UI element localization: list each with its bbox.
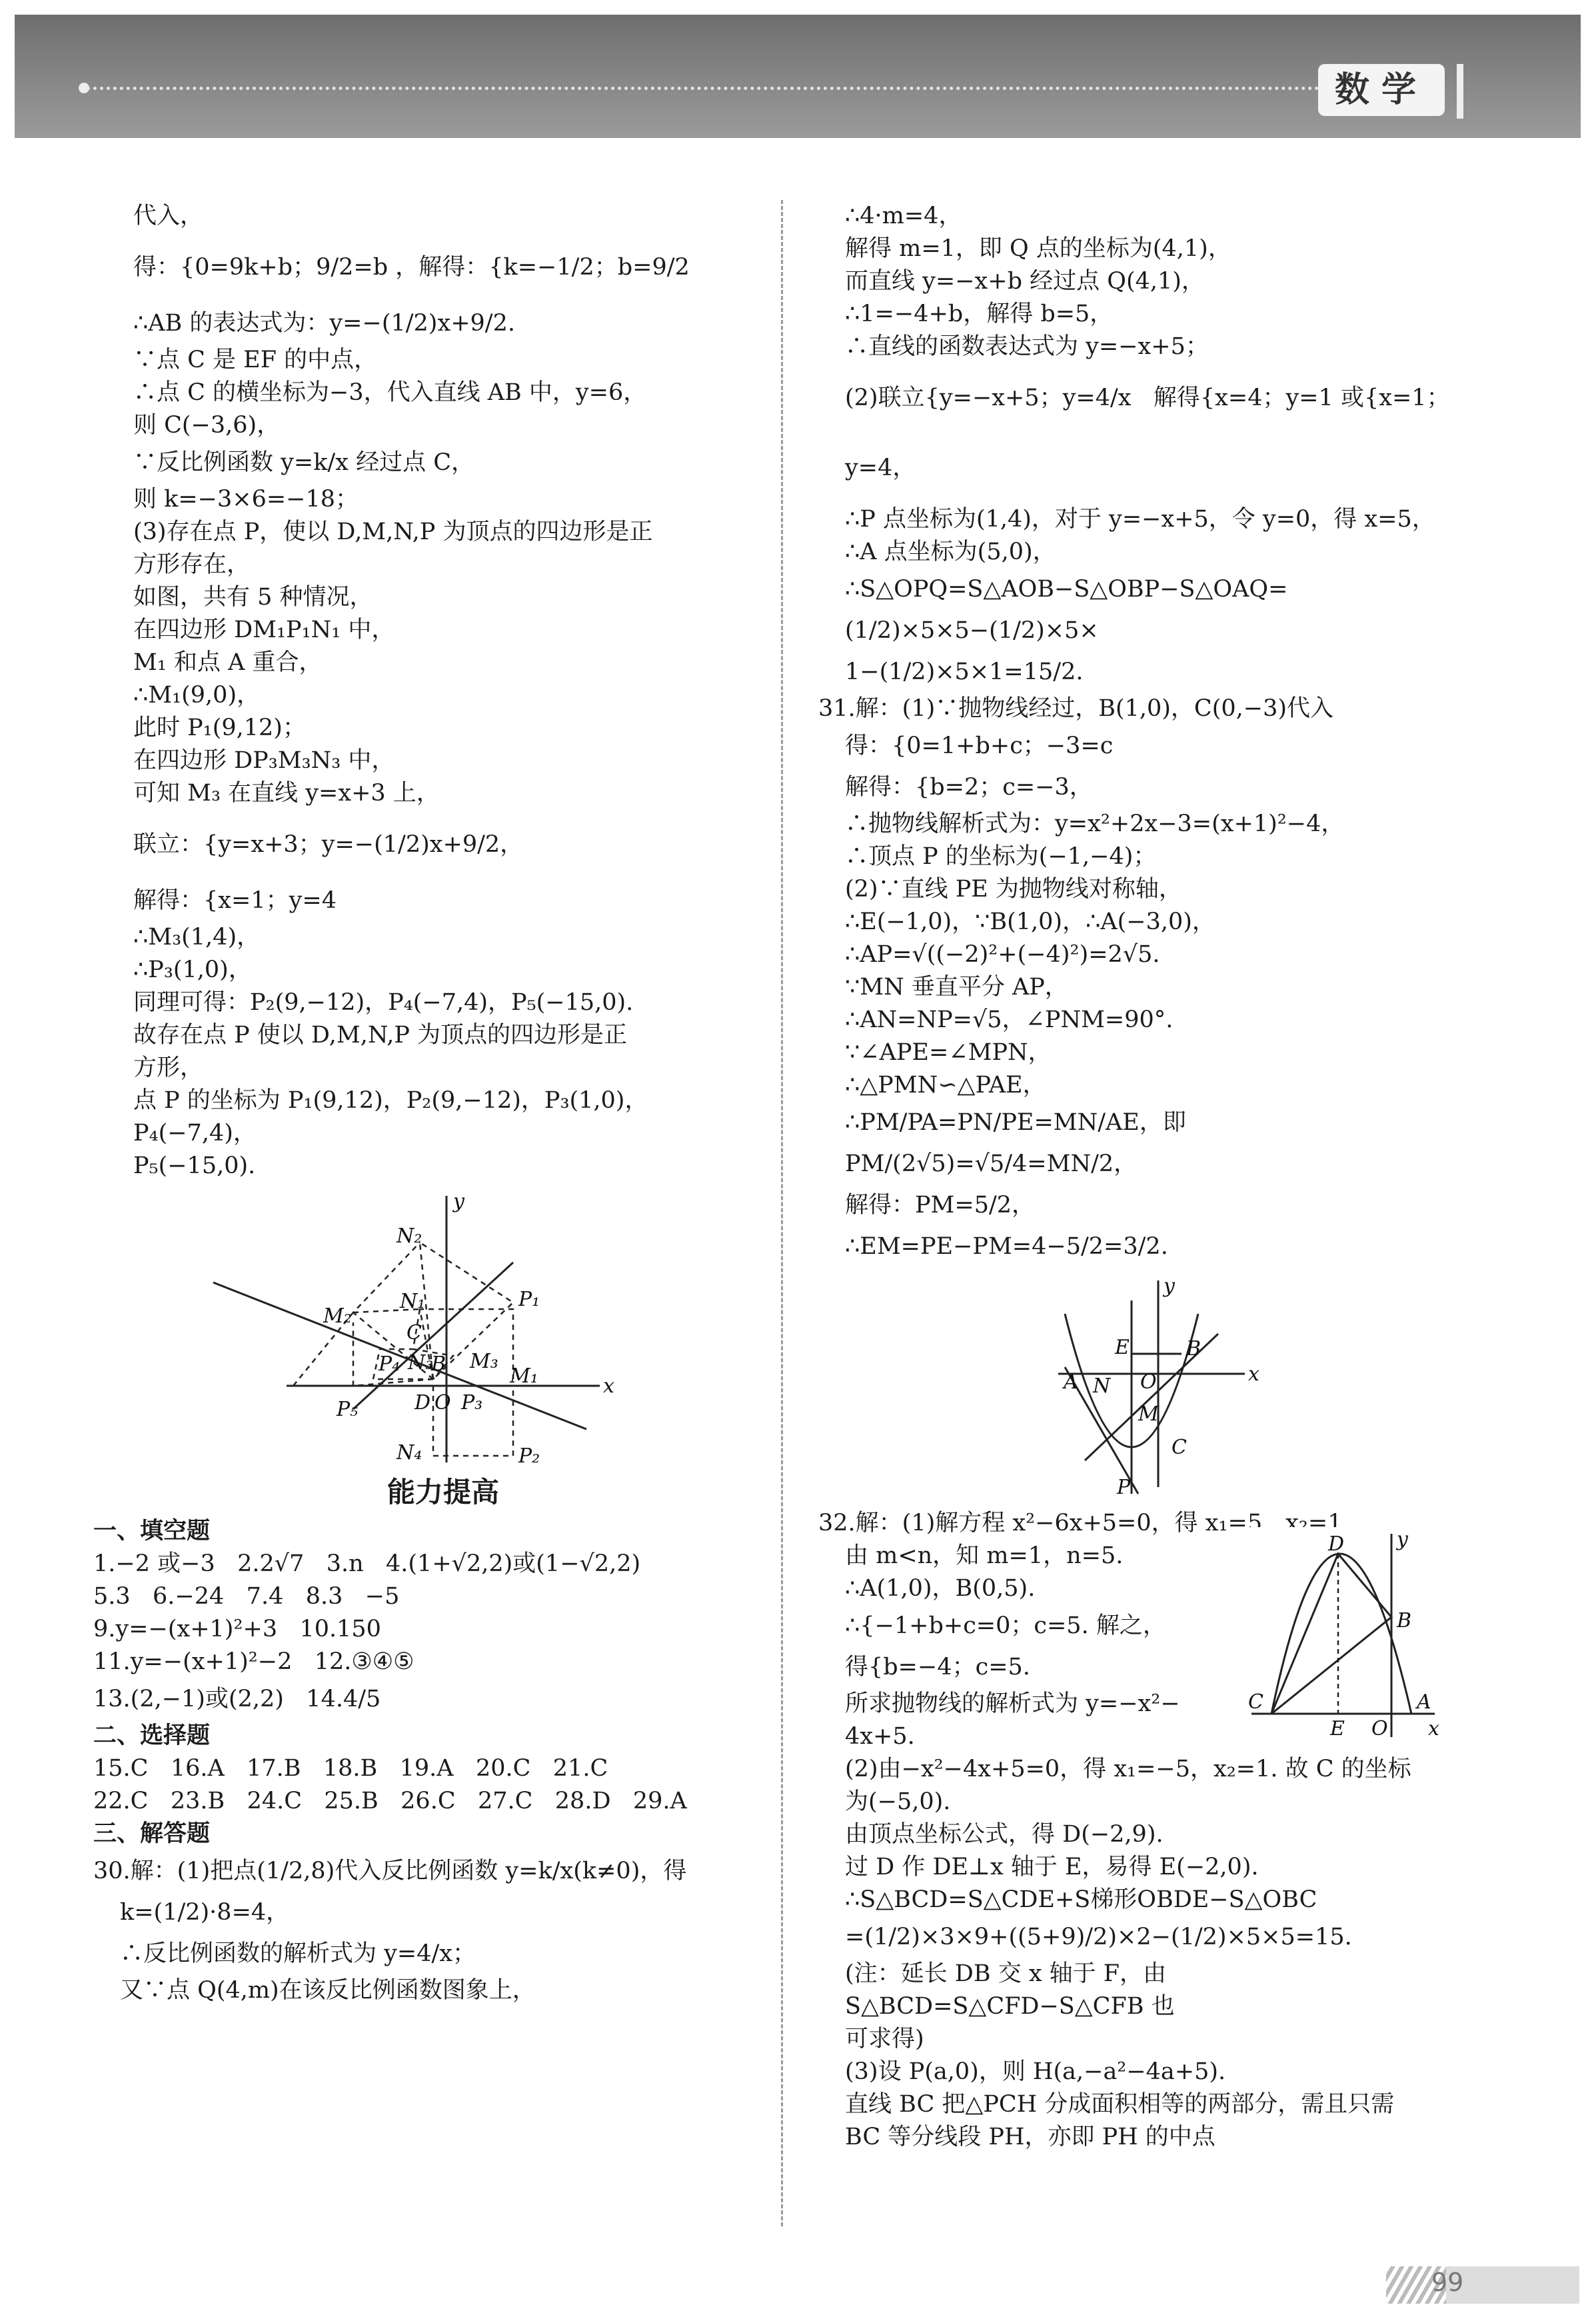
text-line: 如图，共有 5 种情况，: [133, 584, 373, 611]
fig3-label: y: [1397, 1528, 1408, 1551]
text-line: 而直线 y=−x+b 经过点 Q(4,1)，: [845, 268, 1205, 295]
fig1-label: C: [406, 1321, 422, 1344]
text-line: 在四边形 DP₃M₃N₃ 中，: [133, 747, 395, 774]
text-line: 由顶点坐标公式，得 D(−2,9).: [845, 1821, 1164, 1848]
fig2-label: x: [1248, 1362, 1259, 1386]
fig1-label: P₃: [461, 1391, 483, 1414]
fig1-label: x: [603, 1374, 614, 1398]
answer-line: 22.C 23.B 24.C 25.B 26.C 27.C 28.D 29.A: [93, 1788, 687, 1814]
text-line: 4x+5.: [845, 1723, 915, 1750]
fig1-label: M₂: [323, 1304, 352, 1328]
text-line: ∵∠APE=∠MPN，: [845, 1039, 1052, 1066]
text-line: 直线 BC 把△PCH 分成面积相等的两部分，需且只需: [845, 2091, 1395, 2118]
text-line: 为(−5,0).: [845, 1788, 951, 1815]
text-line: ∴△PMN∽△PAE，: [845, 1072, 1046, 1099]
fig1-label: N₁: [400, 1290, 426, 1313]
answer-line: 1.−2 或−3 2.2√7 3.n 4.(1+√2,2)或(1−√2,2): [93, 1550, 641, 1577]
fig1-label: N₃: [408, 1351, 434, 1374]
fig2-label: E: [1115, 1336, 1130, 1359]
column-divider: [781, 200, 783, 2226]
fig1-label: N₂: [397, 1224, 422, 1248]
right-column: [818, 200, 1471, 2154]
text-line: ∴M₃(1,4)，: [133, 924, 261, 951]
answer-line: ∴反比例函数的解析式为 y=4/x；: [120, 1940, 476, 1967]
text-line: ∴EM=PE−PM=4−5/2=3/2.: [845, 1233, 1168, 1260]
answer-line: 9.y=−(x+1)²+3 10.150: [93, 1616, 381, 1642]
text-line: 32.解：(1)解方程 x²−6x+5=0，得 x₁=5，x₂=1.: [818, 1510, 1350, 1536]
text-line: 解得 m=1，即 Q 点的坐标为(4,1)，: [845, 235, 1231, 262]
answer-line: 15.C 16.A 17.B 18.B 19.A 20.C 21.C: [93, 1755, 608, 1782]
text-line: 得{b=−4；c=5.: [845, 1654, 1030, 1680]
fig3-label: E: [1330, 1717, 1345, 1740]
text-line: ∴顶点 P 的坐标为(−1,−4)；: [845, 843, 1157, 870]
fig1-label: P₂: [518, 1444, 540, 1468]
text-line: ∴{−1+b+c=0；c=5. 解之，: [845, 1612, 1166, 1639]
text-line: 代入，: [133, 203, 204, 229]
text-line: 过 D 作 DE⊥x 轴于 E，易得 E(−2,0).: [845, 1854, 1259, 1880]
fig3-label: x: [1428, 1717, 1439, 1740]
page-footer-bar: [1386, 2266, 1579, 2304]
text-line: (3)设 P(a,0)，则 H(a,−a²−4a+5).: [845, 2058, 1226, 2085]
parabola-figure: [818, 1274, 1471, 1500]
text-line: 解得：{b=2；c=−3，: [845, 774, 1093, 801]
subject-bar: [1457, 64, 1463, 119]
text-line: 1−(1/2)×5×1=15/2.: [845, 659, 1084, 685]
text-line: 可知 M₃ 在直线 y=x+3 上，: [133, 780, 440, 807]
fig2-label: y: [1164, 1274, 1175, 1298]
text-line: ∴AP=√((−2)²+(−4)²)=2√5.: [845, 941, 1160, 968]
text-line: (注：延长 DB 交 x 轴于 F，由 S△BCD=S△CFD−S△CFB 也: [845, 1960, 1175, 2020]
text-line: ∴S△OPQ=S△AOB−S△OBP−S△OAQ=(1/2)×5×5−(1/2)×5×: [845, 576, 1288, 644]
parabola-triangle-figure: [1245, 1527, 1445, 1740]
fig2-label: C: [1172, 1436, 1187, 1459]
text-line: 得：{0=1+b+c；−3=c: [845, 733, 1114, 759]
fig1-label: P₁: [518, 1288, 540, 1311]
text-line: 可求得): [845, 2026, 924, 2052]
answer-line: 又∵点 Q(4,m)在该反比例函数图象上，: [120, 1977, 536, 2004]
text-line: ∴1=−4+b，解得 b=5，: [845, 301, 1114, 327]
fig3-label: C: [1248, 1690, 1263, 1714]
fig1-label: B: [431, 1352, 446, 1376]
fig1-label: M₃: [470, 1350, 498, 1373]
text-line: BC 等分线段 PH，亦即 PH 的中点: [845, 2124, 1215, 2150]
text-line: ∴4·m=4，: [845, 203, 962, 229]
text-line: P₅(−15,0).: [133, 1153, 256, 1179]
text-line: 点 P 的坐标为 P₁(9,12)，P₂(9,−12)，P₃(1,0)，P₄(−7,4)，: [133, 1087, 648, 1147]
fig1-label: y: [453, 1190, 464, 1213]
fig1-label: D: [414, 1391, 431, 1414]
text-line: (2)∵直线 PE 为抛物线对称轴，: [845, 876, 1182, 903]
text-line: ∴P₃(1,0)，: [133, 957, 252, 983]
text-line: 在四边形 DM₁P₁N₁ 中，: [133, 617, 395, 643]
text-line: ∴P 点坐标为(1,4)，对于 y=−x+5，令 y=0，得 x=5，: [845, 506, 1435, 533]
fig1-label: O: [434, 1391, 451, 1414]
page-number: 99: [1431, 2268, 1464, 2297]
answer-line: 5.3 6.−24 7.4 8.3 −5: [93, 1583, 400, 1610]
subsection-heading: 二、选择题: [93, 1722, 211, 1749]
text-line: ∴AN=NP=√5，∠PNM=90°.: [845, 1007, 1174, 1033]
fig1-label: M₁: [510, 1364, 538, 1388]
text-line: ∴E(−1,0)，∵B(1,0)，∴A(−3,0)，: [845, 909, 1215, 935]
text-line: =(1/2)×3×9+((5+9)/2)×2−(1/2)×5×5=15.: [845, 1924, 1352, 1950]
text-line: 联立：{y=x+3；y=−(1/2)x+9/2，: [133, 831, 524, 858]
text-line: 解得：PM=5/2，: [845, 1192, 1036, 1218]
text-line: (2)由−x²−4x+5=0，得 x₁=−5，x₂=1. 故 C 的坐标: [845, 1756, 1411, 1782]
text-line: ∵MN 垂直平分 AP，: [845, 974, 1068, 1001]
answer-line: 13.(2,−1)或(2,2) 14.4/5: [93, 1686, 381, 1712]
text-line: 方形存在，: [133, 551, 251, 578]
fig3-label: B: [1397, 1609, 1412, 1632]
text-line: ∴抛物线解析式为：y=x²+2x−3=(x+1)²−4，: [845, 811, 1345, 837]
text-line: 解得：{x=1；y=4: [133, 887, 337, 914]
fig1-label: P₄: [379, 1352, 400, 1376]
text-line: ∴M₁(9,0)，: [133, 682, 261, 709]
text-line: 所求抛物线的解析式为 y=−x²−: [845, 1690, 1180, 1717]
text-line: ∴直线的函数表达式为 y=−x+5；: [845, 333, 1209, 360]
fig2-label: A: [1064, 1370, 1078, 1394]
fig2-label: B: [1186, 1337, 1201, 1360]
text-line: 由 m<n，知 m=1，n=5.: [845, 1542, 1124, 1569]
fig2-label: O: [1140, 1370, 1157, 1394]
text-line: ∴AB 的表达式为：y=−(1/2)x+9/2.: [133, 310, 515, 337]
text-line: ∴A(1,0)，B(0,5).: [845, 1575, 1036, 1602]
fig1-label: N₄: [397, 1441, 422, 1464]
text-line: ∴PM/PA=PN/PE=MN/AE，即 PM/(2√5)=√5/4=MN/2，: [845, 1109, 1194, 1177]
text-line: ∴A 点坐标为(5,0)，: [845, 539, 1056, 565]
text-line: (3)存在点 P，使以 D,M,N,P 为顶点的四边形是正: [133, 519, 653, 545]
section-title: 能力提高: [387, 1476, 499, 1508]
text-line: (2)联立{y=−x+5；y=4/x 解得{x=4；y=1 或{x=1；y=4，: [845, 385, 1450, 481]
text-line: 得：{0=9k+b；9/2=b ，解得：{k=−1/2；b=9/2: [133, 254, 690, 281]
text-line: 同理可得：P₂(9,−12)，P₄(−7,4)，P₅(−15,0).: [133, 989, 634, 1016]
fig1-label: P₅: [337, 1398, 359, 1421]
header-dotted-line: [87, 87, 1319, 90]
subsection-heading: 一、填空题: [93, 1518, 211, 1544]
text-line: ∵点 C 是 EF 的中点，: [133, 347, 378, 373]
text-line: ∵反比例函数 y=k/x 经过点 C，: [133, 449, 474, 476]
subsection-heading: 三、解答题: [93, 1820, 211, 1847]
square-construction-figure: [133, 1189, 753, 1469]
answer-line: 11.y=−(x+1)²−2 12.③④⑤: [93, 1648, 414, 1675]
text-line: ∴S△BCD=S△CDE+S梯形OBDE−S△OBC: [845, 1886, 1317, 1913]
text-line: M₁ 和点 A 重合，: [133, 649, 323, 676]
text-line: 则 k=−3×6=−18；: [133, 486, 359, 513]
fig3-label: D: [1328, 1532, 1345, 1556]
text-line: 此时 P₁(9,12)；: [133, 715, 306, 741]
triangle-bcd: [1271, 1554, 1391, 1714]
fig2-label: P: [1117, 1476, 1131, 1499]
text-line: 故存在点 P 使以 D,M,N,P 为顶点的四边形是正: [133, 1022, 628, 1049]
fig2-label: M: [1138, 1402, 1159, 1426]
answer-line: k=(1/2)·8=4，: [120, 1899, 290, 1926]
fig3-label: O: [1371, 1717, 1388, 1740]
text-line: 则 C(−3,6)，: [133, 412, 281, 439]
answer-line: 30.解：(1)把点(1/2,8)代入反比例函数 y=k/x(k≠0)，得: [93, 1858, 687, 1884]
subject-label: 数学: [1318, 64, 1445, 116]
text-line: 31.解：(1)∵抛物线经过，B(1,0)，C(0,−3)代入: [818, 695, 1334, 722]
left-column: [93, 200, 753, 2007]
text-line: ∴点 C 的横坐标为−3，代入直线 AB 中，y=6，: [133, 379, 647, 406]
fig3-label: A: [1417, 1690, 1431, 1714]
text-line: 方形，: [133, 1055, 204, 1081]
fig2-label: N: [1093, 1374, 1111, 1398]
